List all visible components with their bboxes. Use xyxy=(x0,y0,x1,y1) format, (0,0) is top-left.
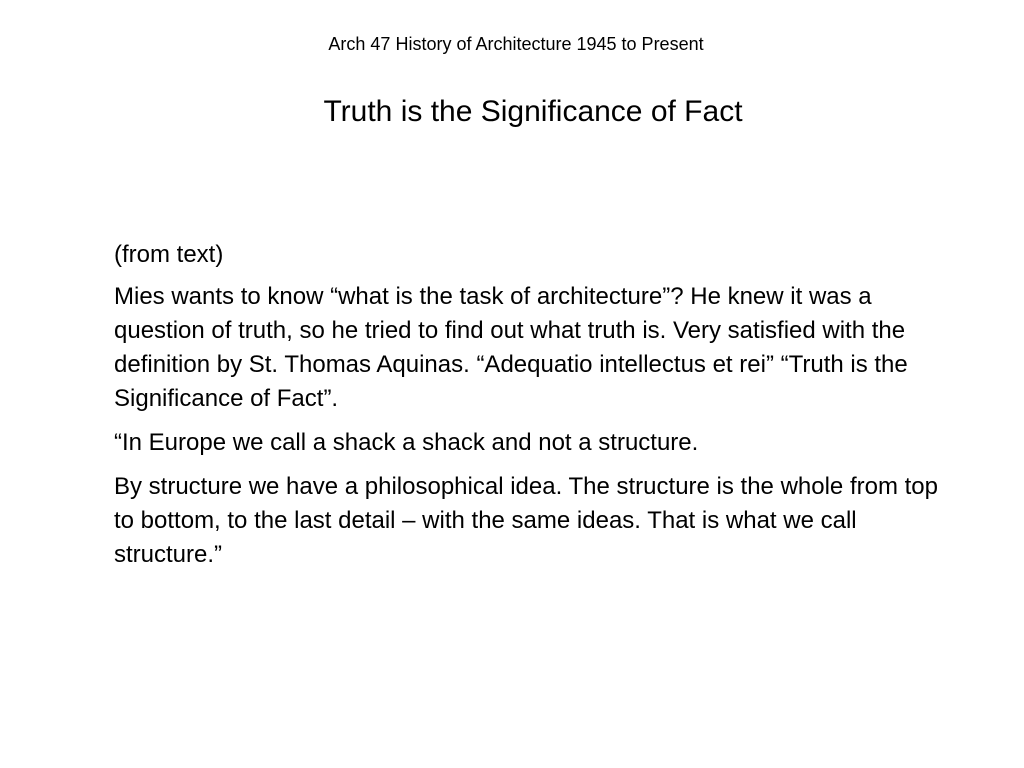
source-note: (from text) xyxy=(114,241,224,268)
body-paragraph-structure-quote: By structure we have a philosophical idea. The structure is the whole from top to bottom, to the last detail – with the same ideas. That is what we call structure.” xyxy=(114,473,938,568)
body-paragraph-mies: Mies wants to know “what is the task of architecture”? He knew it was a question of truth, so he tried to find out what truth is. Very satisfied with the definition by St. Thomas Aquinas. “Adequatio intellectus et rei” “Truth is the Significance of Fact”. xyxy=(114,283,908,412)
slide-title: Truth is the Significance of Fact xyxy=(323,95,743,128)
slide-body xyxy=(114,238,954,582)
body-paragraph-shack-quote: “In Europe we call a shack a shack and not a structure. xyxy=(114,429,699,456)
course-header: Arch 47 History of Architecture 1945 to Present xyxy=(328,34,704,54)
